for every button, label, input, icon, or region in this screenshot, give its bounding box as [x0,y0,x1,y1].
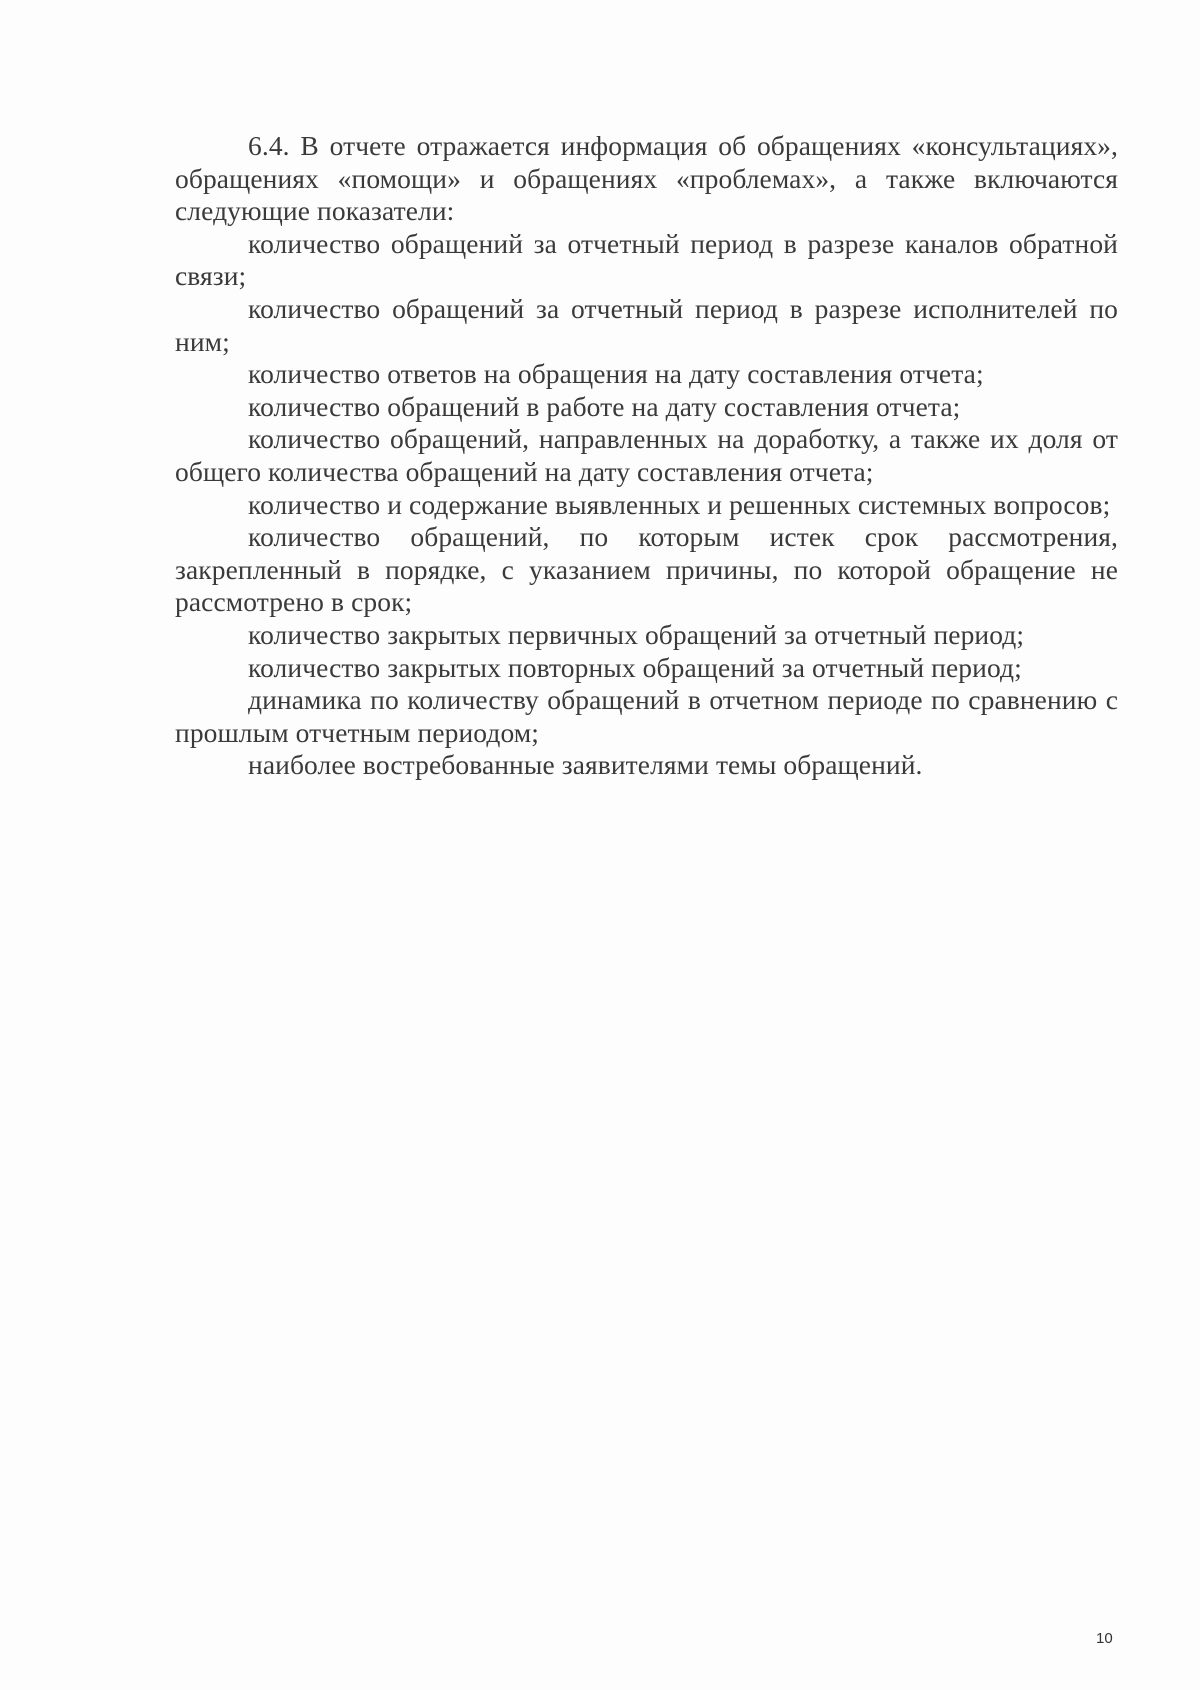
section-text [175,130,1118,782]
list-item: количество обращений за отчетный период в разрезе каналов обратной связи; [175,227,1118,292]
list-item: количество закрытых повторных обращений за отчетный период; [248,651,1022,683]
list-item: количество и содержание выявленных и решенных системных вопросов; [248,488,1111,520]
list-item: количество обращений, по которым истек срок рассмотрения, закрепленный в порядке, с указанием причины, по которой обращение не рассмотрено в срок; [175,521,1118,618]
page-number: 10 [1096,1630,1113,1647]
paragraph-intro: 6.4. В отчете отражается информация об обращениях «консультациях», обращениях «помощи» и обращениях «проблемах», а также включаются следующие показатели: [175,130,1118,227]
list-item: количество обращений за отчетный период в разрезе исполнителей по ним; [175,292,1118,357]
list-item: наиболее востребованные заявителями темы обращений. [248,749,923,781]
list-item: динамика по количеству обращений в отчетном периоде по сравнению с прошлым отчетным периодом; [175,684,1118,748]
list-item: количество обращений, направленных на доработку, а также их доля от общего количества обращений на дату составления отчета; [175,423,1118,487]
list-item: количество ответов на обращения на дату составления отчета; [248,358,984,390]
list-item: количество закрытых первичных обращений за отчетный период; [248,618,1025,650]
list-item: количество обращений в работе на дату составления отчета; [248,390,961,422]
